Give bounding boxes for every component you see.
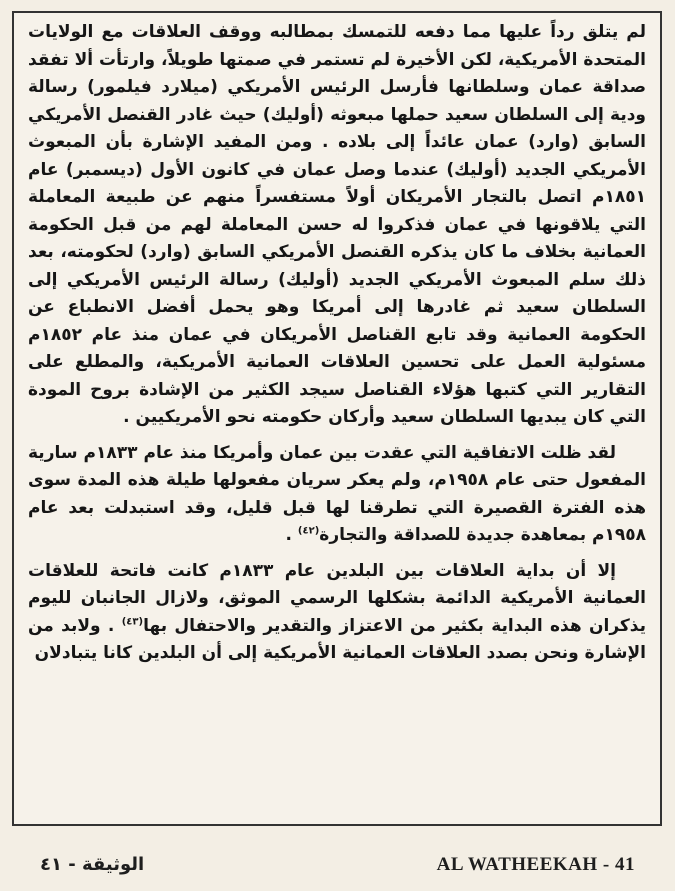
footer-arabic-page-label: الوثيقة - ٤١ [40, 854, 145, 875]
paragraph-2-tail: . [285, 525, 298, 545]
page-frame [12, 11, 662, 826]
footer-latin-page-label: AL WATHEEKAH - 41 [436, 854, 635, 875]
paragraph-3 [28, 558, 646, 668]
paragraph-3-text: إلا أن بداية العلاقات بين البلدين عام ١٨٣٣م كانت فاتحة للعلاقات العمانية الأمريكية الدائمة بشكلها الرسمي الموثق، ولازال الجانبان لليوم يذكران هذه البداية بكثير من الاعتزاز والتقدير والاحتفال بها [28, 560, 647, 636]
page-footer [0, 846, 675, 886]
article-body [14, 13, 660, 668]
paragraph-2-text: لقد ظلت الاتفاقية التي عقدت بين عمان وأمريكا منذ عام ١٨٣٣م سارية المفعول حتى عام ١٩٥٨م، ولم يعكر سريان مفعولها طيلة هذه المدة سوى هذه الفترة القصيرة التي تطرقنا لها قبل قليل، وقد استبدلت بعد عام ١٩٥٨م بمعاهدة جديدة للصداقة والتجارة [28, 442, 646, 545]
paragraph-1 [28, 19, 646, 432]
paragraph-1-text: لم يتلق رداً عليها مما دفعه للتمسك بمطالبه ووقف العلاقات مع الولايات المتحدة الأمريكية، لكن الأخيرة لم تستمر في صمتها طويلاً، وارتأت ألا تفقد صداقة عمان وسلطانها فأرسل الرئيس الأمريكي (ميلارد فيلمور) رسالة ودية إلى السلطان سعيد حملها مبعوثه (أوليك) حيث غادر القنصل الأمريكي السابق (وارد) عمان عائداً إلى بلاده . ومن المفيد الإشارة بأن المبعوث الأمريكي الجديد (أوليك) عندما وصل عمان في كانون الأول (ديسمبر) عام ١٨٥١م اتصل بالتجار الأمريكان أولاً مستفسراً منهم عن طبيعة المعاملة التي يلاقونها في عمان فذكروا له حسن المعاملة لهم من قبل الحكومة العمانية بخلاف ما كان يذكره القنصل الأمريكي السابق (وارد) لحكومته، بعد ذلك سلم المبعوث الأمريكي الجديد (أوليك) رسالة الرئيس الأمريكي إلى السلطان سعيد ثم غادرها إلى أمريكا وهو يحمل أفضل الانطباع عن الحكومة العمانية وقد تابع القناصل الأمريكان في عمان منذ عام ١٨٥٢م مسئولية العمل على تحسين العلاقات العمانية الأمريكية، والمطلع على التقارير التي كتبها هؤلاء القناصل سيجد الكثير من الإشادة بروح المودة التي كان يبديها السلطان سعيد وأركان حكومته نحو الأمريكيين . [28, 22, 646, 427]
paragraph-gap [28, 550, 646, 558]
paragraph-3-tail: . ولابد من الإشارة ونحن بصدد العلاقات العمانية الأمريكية إلى أن البلدين كانا يتبادلان [28, 615, 646, 663]
footnote-ref-43[interactable]: (٤٣) [121, 615, 144, 627]
paragraph-gap [28, 432, 646, 440]
footnote-ref-42[interactable]: (٤٢) [297, 525, 320, 537]
paragraph-2 [28, 440, 646, 550]
